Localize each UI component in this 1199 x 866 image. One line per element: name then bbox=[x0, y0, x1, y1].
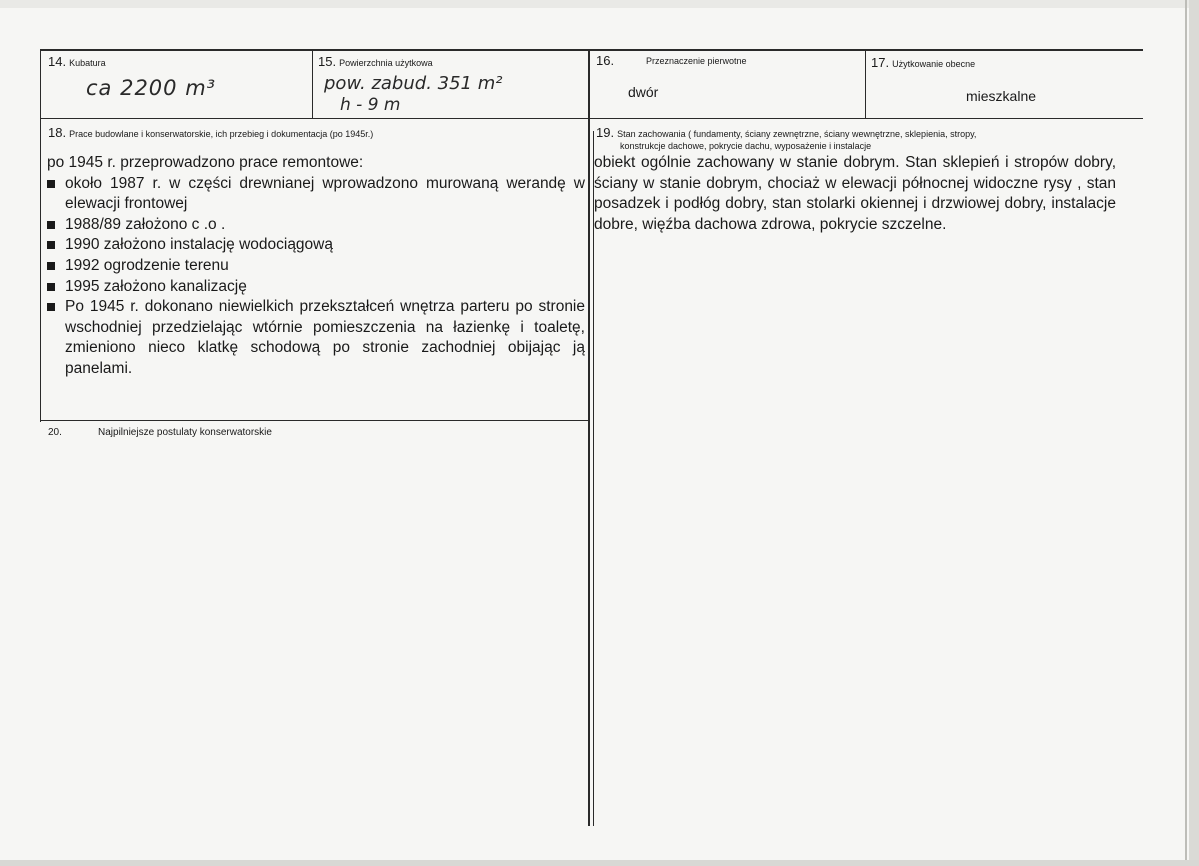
list-item: 1995 założono kanalizację bbox=[47, 277, 585, 298]
field-16-value: dwór bbox=[628, 84, 659, 100]
list-item: 1992 ogrodzenie terenu bbox=[47, 256, 585, 277]
field-15-title: Powierzchnia użytkowa bbox=[339, 58, 433, 68]
field-19-title-line2: konstrukcje dachowe, pokrycie dachu, wyposażenie i instalacje bbox=[620, 141, 872, 151]
field-19-text: obiekt ogólnie zachowany w stanie dobrym. Stan sklepień i stropów dobry, ściany w stanie dobrym, chociaż w elewacji północnej widoczne rysy , stan posadzek i podłóg dobry, stan stolarki okiennej i drzwiowej dobry, instalacje dobre, więźba dachowa zdrowa, pokrycie szczelne. bbox=[594, 154, 1116, 233]
grid-line-col-14-15 bbox=[312, 49, 313, 119]
field-16-number-label bbox=[596, 53, 617, 68]
field-20-number: 20. bbox=[48, 427, 62, 438]
field-16-title: Przeznaczenie pierwotne bbox=[646, 56, 747, 66]
field-14-value: ca 2200 m³ bbox=[86, 76, 217, 100]
field-14-number: 14. bbox=[48, 54, 67, 69]
field-15-value-line2: h - 9 m bbox=[340, 95, 401, 115]
bullet-icon bbox=[47, 283, 55, 291]
field-18-title: Prace budowlane i konserwatorskie, ich przebieg i dokumentacja (po 1945r.) bbox=[69, 129, 374, 139]
field-18-label bbox=[48, 125, 373, 140]
bullet-icon bbox=[47, 221, 55, 229]
field-15-value-line1: pow. zabud. 351 m² bbox=[324, 73, 503, 94]
field-17-number: 17. bbox=[871, 55, 890, 70]
grid-line-col-16-17 bbox=[865, 49, 866, 119]
field-14-title: Kubatura bbox=[69, 58, 106, 68]
field-19-content bbox=[594, 153, 1116, 235]
list-item: Po 1945 r. dokonano niewielkich przekształceń wnętrza parteru po stronie wschodniej przedzielając wtórnie pomieszczenia na łazienkę i toaletę, zmieniono nieco klatkę schodową po stronie zachodniej obijając ją panelami. bbox=[47, 297, 585, 379]
field-18-list bbox=[47, 174, 585, 380]
field-19-title-line1: Stan zachowania ( fundamenty, ściany zewnętrzne, ściany wewnętrzne, sklepienia, stropy, bbox=[617, 129, 977, 139]
grid-line-row2-bottom bbox=[40, 420, 589, 421]
grid-line-row1-bottom bbox=[40, 118, 1143, 119]
bullet-icon bbox=[47, 262, 55, 270]
field-18-content bbox=[47, 153, 585, 380]
grid-line-center bbox=[588, 49, 590, 826]
field-17-value: mieszkalne bbox=[966, 88, 1037, 104]
field-18-intro: po 1945 r. przeprowadzono prace remontowe: bbox=[47, 154, 364, 171]
list-item: 1988/89 założono c .o . bbox=[47, 215, 585, 236]
field-16-number: 16. bbox=[596, 53, 615, 68]
field-15-label bbox=[318, 54, 433, 69]
card-edge-right bbox=[1189, 0, 1199, 866]
card-edge-bottom bbox=[0, 860, 1199, 866]
field-20-title: Najpilniejsze postulaty konserwatorskie bbox=[98, 427, 272, 438]
card-edge-right-line bbox=[1185, 0, 1187, 866]
field-14-label bbox=[48, 54, 106, 69]
field-18-number: 18. bbox=[48, 125, 67, 140]
bullet-icon bbox=[47, 303, 55, 311]
bullet-icon bbox=[47, 241, 55, 249]
field-17-title: Użytkowanie obecne bbox=[892, 59, 976, 69]
field-15-number: 15. bbox=[318, 54, 337, 69]
card-edge-top bbox=[0, 0, 1199, 8]
grid-line-left bbox=[40, 49, 41, 422]
list-item: 1990 założono instalację wodociągową bbox=[47, 235, 585, 256]
field-19-number: 19. bbox=[596, 125, 615, 140]
field-19-label bbox=[596, 125, 976, 140]
field-17-label bbox=[871, 55, 975, 70]
bullet-icon bbox=[47, 180, 55, 188]
list-item: około 1987 r. w części drewnianej wprowadzono murowaną werandę w elewacji frontowej bbox=[47, 174, 585, 215]
grid-line-top bbox=[40, 49, 1143, 51]
